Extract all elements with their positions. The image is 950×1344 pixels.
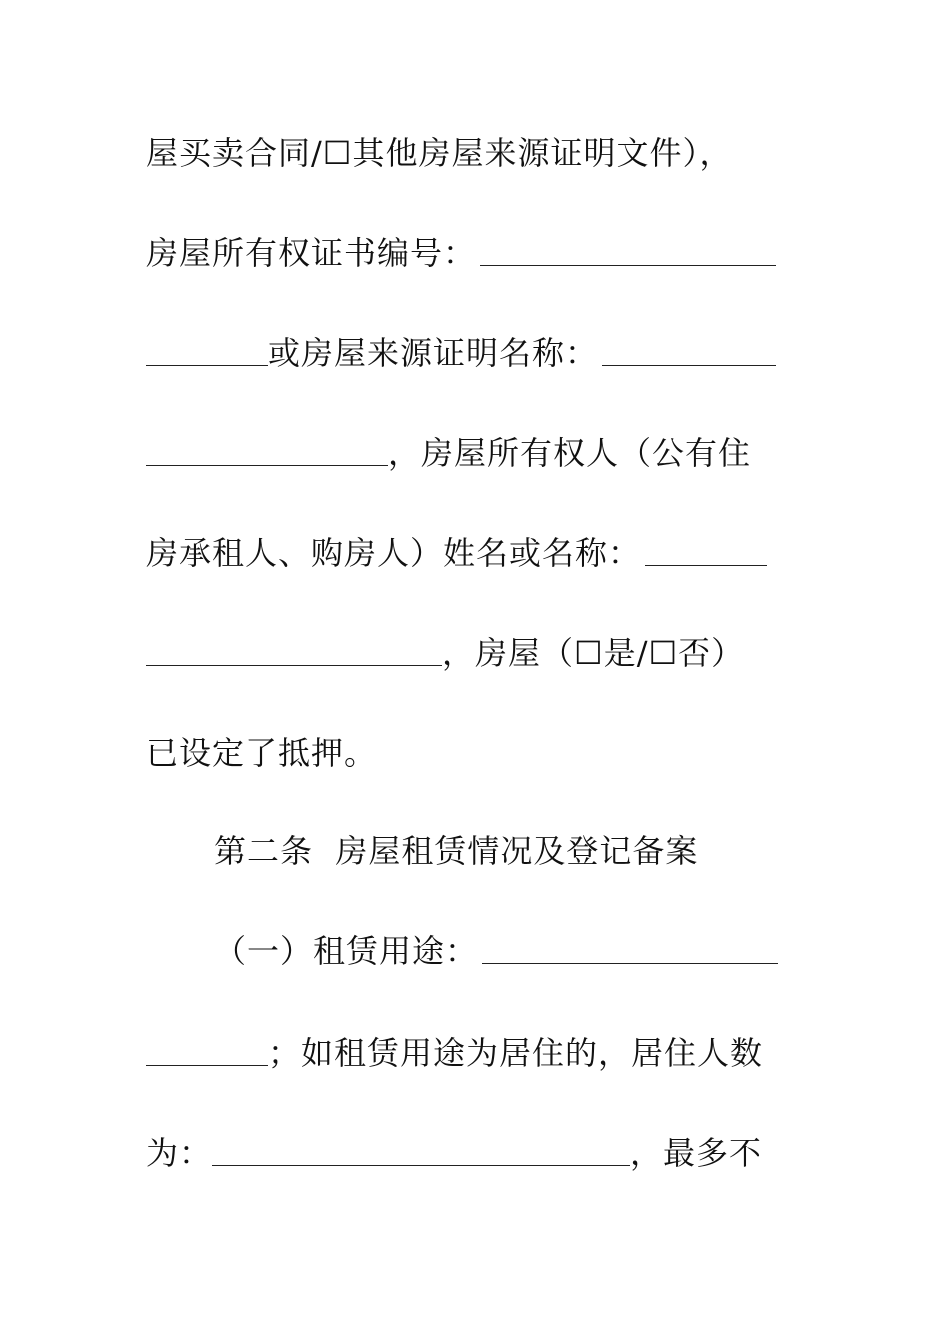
text-line-1 — [146, 128, 794, 178]
line-9-text: （一）租赁用途： — [214, 932, 479, 970]
line-3-text: 或房屋来源证明名称： — [268, 334, 599, 372]
line-5-text: 房承租人、购房人）姓名或名称： — [146, 534, 642, 572]
certificate-number-blank[interactable] — [480, 231, 776, 266]
text-line-7 — [146, 728, 794, 778]
text-line-4 — [146, 428, 794, 478]
rental-purpose-blank[interactable] — [482, 929, 778, 964]
line-10-text: ；如租赁用途为居住的，居住人数 — [268, 1034, 764, 1072]
owner-name-blank[interactable] — [645, 531, 767, 566]
source-proof-name-blank-continued[interactable] — [146, 431, 388, 466]
text-line-9 — [214, 926, 862, 976]
text-line-5 — [146, 528, 794, 578]
line-2-text: 房屋所有权证书编号： — [146, 234, 477, 272]
text-line-11 — [146, 1128, 794, 1178]
rental-purpose-blank-continued[interactable] — [146, 1031, 268, 1066]
section-heading-text: 第二条 房屋租赁情况及登记备案 — [214, 832, 699, 870]
text-line-2 — [146, 228, 794, 278]
text-line-6 — [146, 628, 794, 678]
owner-name-blank-continued[interactable] — [146, 631, 442, 666]
line-4-text: ，房屋所有权人（公有住 — [388, 434, 752, 472]
section-heading — [214, 826, 862, 876]
line-6-text: ，房屋（☐是/☐否） — [442, 634, 745, 672]
line-1-text: 屋买卖合同/☐其他房屋来源证明文件）， — [146, 134, 733, 172]
line-7-text: 已设定了抵押。 — [146, 734, 378, 772]
text-line-3 — [146, 328, 794, 378]
resident-count-blank[interactable] — [212, 1131, 630, 1166]
line-11-text-before: 为： — [146, 1134, 213, 1172]
text-line-10 — [146, 1028, 794, 1078]
line-11-text-after: ，最多不 — [630, 1134, 763, 1172]
certificate-number-blank-continued[interactable] — [146, 331, 268, 366]
source-proof-name-blank[interactable] — [602, 331, 776, 366]
